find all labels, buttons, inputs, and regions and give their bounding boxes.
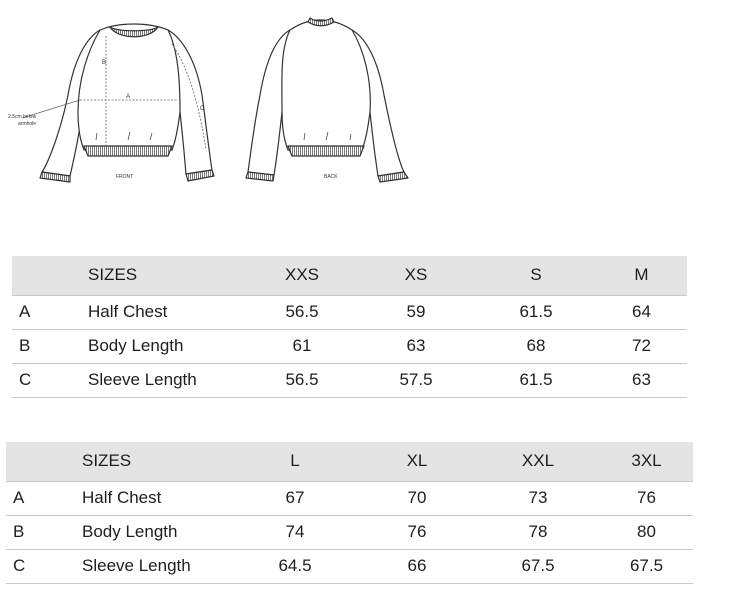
cell-value: 78 (528, 522, 548, 541)
row-label: Sleeve Length (82, 556, 191, 575)
table-row (6, 481, 693, 515)
cell-value: 66 (407, 556, 427, 575)
size-table-2 (6, 442, 693, 584)
row-label: Body Length (88, 336, 184, 355)
back-label: BACK (324, 174, 338, 180)
header-size-s: S (530, 265, 542, 285)
table-row (6, 515, 693, 549)
header-sizes-label: SIZES (82, 451, 132, 471)
table-header-row (12, 256, 687, 295)
row-letter: C (19, 370, 32, 389)
header-size-3xl: 3XL (631, 451, 662, 471)
header-sizes-label: SIZES (88, 265, 138, 285)
table-row (6, 549, 693, 583)
header-size-xxs: XXS (284, 265, 320, 285)
cell-value: 64.5 (278, 556, 312, 575)
header-size-xl: XL (406, 451, 428, 471)
row-letter: A (6, 481, 82, 515)
measure-b-label: B (102, 60, 107, 66)
back-sweatshirt (246, 18, 408, 182)
cell-value: 61.5 (476, 295, 596, 329)
row-label: Half Chest (88, 295, 248, 329)
cell-value: 57.5 (399, 370, 433, 389)
garment-illustration (0, 0, 430, 195)
header-empty-cell (12, 256, 88, 295)
cell-value: 67 (232, 481, 358, 515)
header-size-xs: XS (404, 265, 428, 285)
cell-value: 70 (358, 481, 476, 515)
row-letter: B (13, 522, 25, 541)
header-size-xxl: XXL (521, 451, 555, 471)
cell-value: 74 (285, 522, 305, 541)
row-letter: C (13, 556, 26, 575)
row-letter: A (12, 295, 88, 329)
table-row (12, 363, 687, 397)
cell-value: 80 (637, 522, 656, 541)
row-letter: B (19, 336, 31, 355)
front-sweatshirt (40, 24, 214, 182)
armhole-note-line1: 2.5cm below (8, 114, 37, 120)
cell-value: 56.5 (285, 370, 319, 389)
cell-value: 61.5 (519, 370, 553, 389)
cell-value: 61 (292, 336, 312, 355)
header-size-l: L (290, 451, 300, 471)
cell-value: 76 (407, 522, 427, 541)
table-header-row (6, 442, 693, 481)
row-label: Body Length (82, 522, 178, 541)
cell-value: 73 (476, 481, 600, 515)
cell-value: 59 (356, 295, 476, 329)
table-row (12, 329, 687, 363)
cell-value: 68 (526, 336, 546, 355)
front-label: FRONT (116, 174, 134, 180)
armhole-note-line2: armhole (18, 121, 37, 127)
cell-value: 76 (600, 481, 693, 515)
cell-value: 64 (596, 295, 687, 329)
size-table-1 (12, 256, 687, 398)
header-empty-cell (6, 442, 82, 481)
table-row (12, 295, 687, 329)
cell-value: 67.5 (521, 556, 555, 575)
cell-value: 72 (632, 336, 651, 355)
cell-value: 56.5 (248, 295, 356, 329)
measure-a-label: A (126, 94, 131, 100)
row-label: Half Chest (82, 481, 232, 515)
cell-value: 63 (632, 370, 651, 389)
cell-value: 67.5 (629, 556, 664, 575)
header-size-m: M (634, 265, 649, 285)
cell-value: 63 (406, 336, 426, 355)
row-label: Sleeve Length (88, 370, 197, 389)
measure-c-label: C (200, 106, 205, 112)
